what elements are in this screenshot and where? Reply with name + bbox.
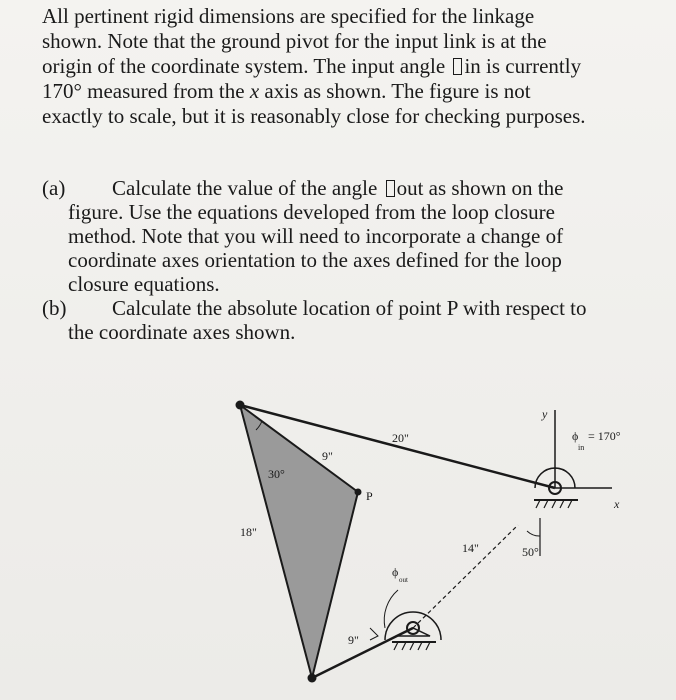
dim-9-top-label: 9": [322, 449, 333, 463]
dim-14-label: 14": [462, 541, 479, 555]
angle-30-label: 30°: [268, 467, 285, 481]
dim-18-label: 18": [240, 525, 257, 539]
intro-line-4a: 170° measured from the: [42, 79, 250, 103]
part-a-tag: (a): [42, 176, 66, 200]
linkage-figure: [0, 380, 676, 700]
missing-glyph-icon: [453, 58, 462, 75]
missing-glyph-icon: [386, 180, 395, 197]
arrow-mark: [370, 628, 378, 640]
phi-out-symbol: ϕ: [392, 565, 399, 579]
angle-50-arc: [527, 531, 540, 536]
intro-line-3a: origin of the coordinate system. The input angle: [42, 54, 451, 78]
part-b-text-1: Calculate the absolute location of point P with respect to: [112, 296, 587, 320]
axis-x-label: x: [614, 497, 620, 511]
intro-x-variable: x: [249, 79, 260, 103]
axis-y-label: y: [542, 407, 548, 421]
problem-parts: [42, 176, 662, 344]
dim-20-label: 20": [392, 431, 409, 445]
intro-line-4: [42, 79, 662, 104]
part-b-tag: (b): [42, 296, 67, 320]
intro-line-5: exactly to scale, but it is reasonably close for checking purposes.: [42, 104, 586, 128]
phi-in-value: = 170°: [588, 429, 621, 443]
part-a-line-5: closure equations.: [68, 272, 220, 296]
part-a-line-4: coordinate axes orientation to the axes defined for the loop: [68, 248, 562, 272]
angle-50-label: 50°: [522, 545, 539, 559]
part-a-text-1b: out as shown on the: [396, 176, 564, 200]
intro-line-3: [42, 54, 662, 79]
point-p-label: P: [366, 489, 373, 503]
phi-out-subscript: out: [399, 576, 408, 584]
phi-in-subscript: in: [578, 443, 585, 452]
output-ground-pivot: [385, 612, 441, 650]
joint-bottom: [308, 674, 317, 683]
problem-intro: [42, 4, 662, 129]
part-b-line-1: [42, 296, 662, 320]
part-a-text-1a: Calculate the value of the angle: [112, 176, 383, 200]
part-a-line-1: [42, 176, 662, 200]
part-b-line-2: the coordinate axes shown.: [68, 320, 296, 344]
intro-line-2: shown. Note that the ground pivot for the input link is at the: [42, 29, 547, 53]
part-a-line-3: method. Note that you will need to incorporate a change of: [68, 224, 564, 248]
intro-line-4b: axis as shown. The figure is not: [259, 79, 531, 103]
coupler-triangle: [240, 405, 358, 678]
dim-9-bottom-label: 9": [348, 633, 359, 647]
joint-top-left: [236, 401, 245, 410]
joint-p: [355, 489, 362, 496]
intro-line-1: All pertinent rigid dimensions are specified for the linkage: [42, 4, 535, 28]
phi-in-symbol: ϕ: [572, 429, 579, 443]
part-a-line-2: figure. Use the equations developed from the loop closure: [68, 200, 555, 224]
intro-line-3b: in is currently: [464, 54, 582, 78]
